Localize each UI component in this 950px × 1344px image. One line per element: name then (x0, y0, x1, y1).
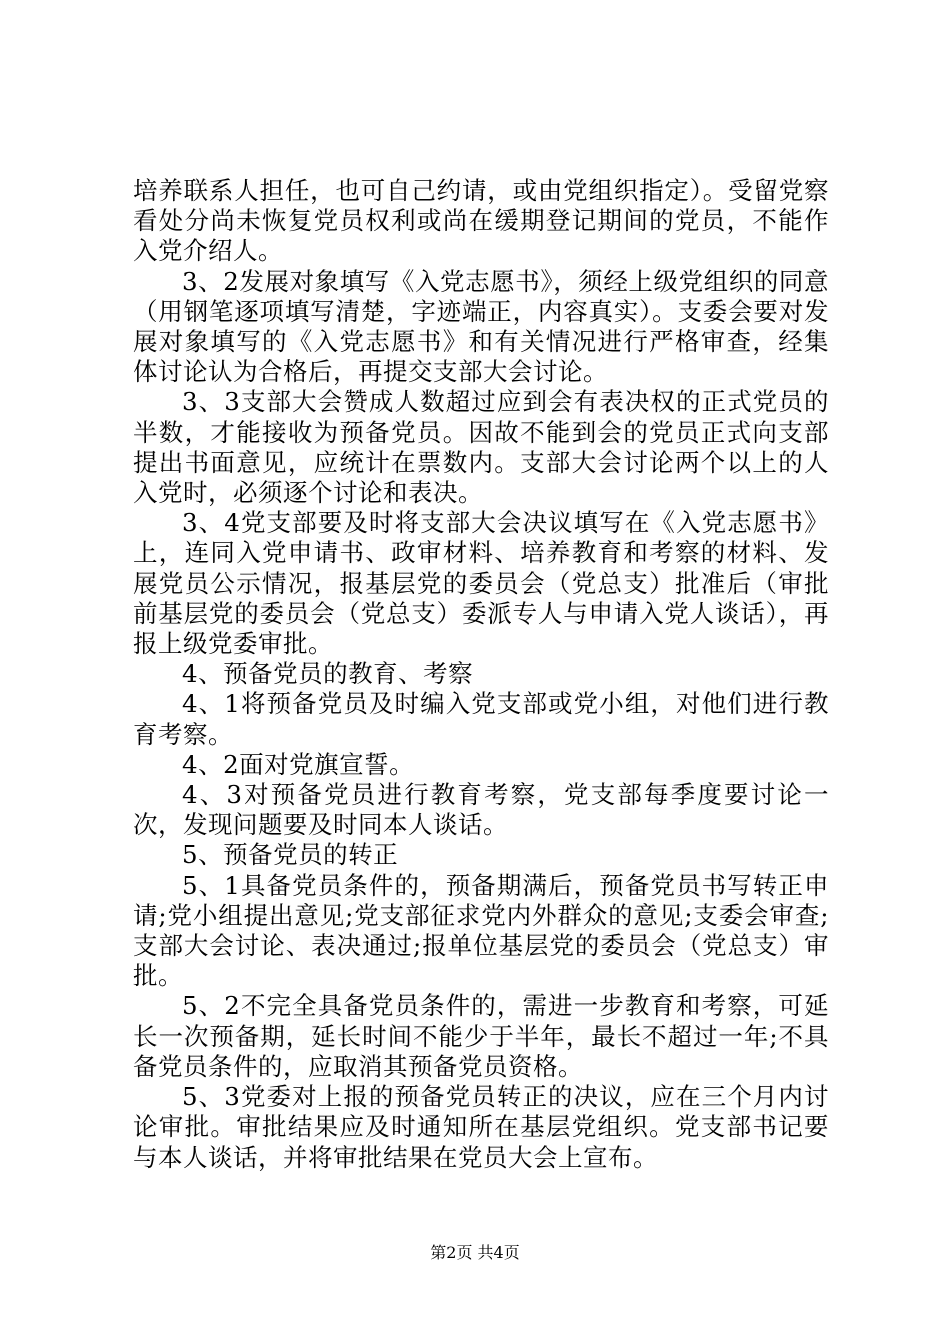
paragraph-5-3: 5、3党委对上报的预备党员转正的决议，应在三个月内讨论审批。审批结果应及时通知所在基层党组织。党支部书记要与本人谈话，并将审批结果在党员大会上宣布。 (133, 1082, 829, 1172)
paragraph-4-1: 4、1将预备党员及时编入党支部或党小组，对他们进行教育考察。 (133, 689, 829, 749)
paragraph-continuation: 培养联系人担任，也可自己约请，或由党组织指定）。受留党察看处分尚未恢复党员权利或尚在缓期登记期间的党员，不能作入党介绍人。 (133, 176, 829, 266)
paragraph-3-3: 3、3支部大会赞成人数超过应到会有表决权的正式党员的半数，才能接收为预备党员。因故不能到会的党员正式向支部提出书面意见，应统计在票数内。支部大会讨论两个以上的人入党时，必须逐个讨论和表决。 (133, 387, 829, 508)
paragraph-3-4: 3、4党支部要及时将支部大会决议填写在《入党志愿书》上，连同入党申请书、政审材料、培养教育和考察的材料、发展党员公示情况，报基层党的委员会（党总支）批准后（审批前基层党的委员会（党总支）委派专人与申请入党人谈话），再报上级党委审批。 (133, 508, 829, 659)
section-heading-4: 4、预备党员的教育、考察 (182, 659, 474, 689)
page-number-footer: 第2页 共4页 (430, 1243, 520, 1262)
paragraph-4-3: 4、3对预备党员进行教育考察，党支部每季度要讨论一次，发现问题要及时同本人谈话。 (133, 780, 829, 840)
paragraph-5-1: 5、1具备党员条件的，预备期满后，预备党员书写转正申请;党小组提出意见;党支部征求党内外群众的意见;支委会审查;支部大会讨论、表决通过;报单位基层党的委员会（党总支）审批。 (133, 870, 829, 991)
paragraph-3-2: 3、2发展对象填写《入党志愿书》，须经上级党组织的同意（用钢笔逐项填写清楚，字迹端正，内容真实）。支委会要对发展对象填写的《入党志愿书》和有关情况进行严格审查，经集体讨论认为合格后，再提交支部大会讨论。 (133, 266, 829, 387)
document-body (133, 176, 829, 1173)
paragraph-5-2: 5、2不完全具备党员条件的，需进一步教育和考察，可延长一次预备期，延长时间不能少于半年，最长不超过一年;不具备党员条件的，应取消其预备党员资格。 (133, 991, 829, 1081)
paragraph-4-2: 4、2面对党旗宣誓。 (182, 749, 415, 779)
section-heading-5: 5、预备党员的转正 (182, 840, 399, 870)
